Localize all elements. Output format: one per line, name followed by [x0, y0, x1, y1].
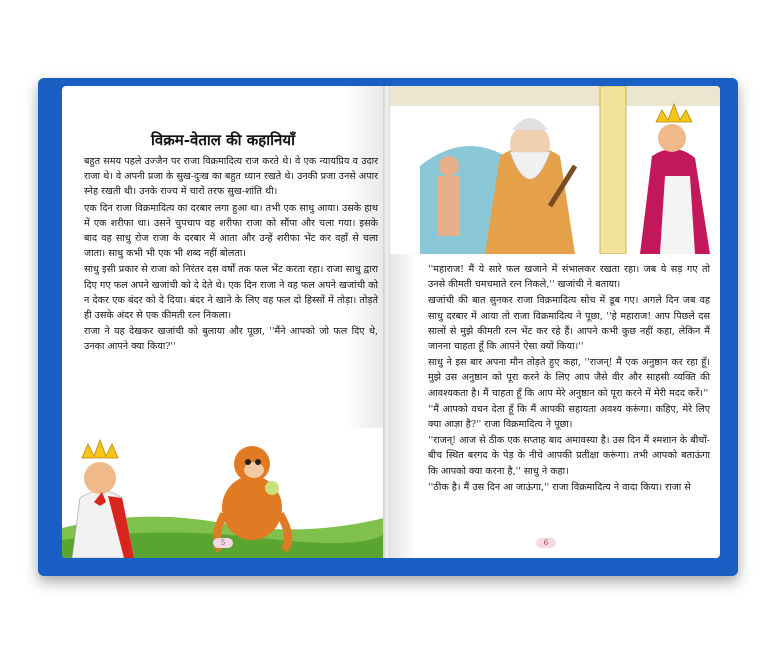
paragraph: खजांची की बात सुनकर राजा विक्रमादित्य सोच में डूब गए। अगले दिन जब वह साधु दरबार में आया तो राजा विक्रमादित्य ने पूछा, ''हे महाराज! आप पिछले दस सालों से मुझे कीमती रत्न भेंट कर रहे हैं। आपने कभी कुछ नहीं कहा, लेकिन मैं जानना चाहता हूँ कि आपने ऐसा क्यों किया।'': [428, 295, 710, 353]
paragraph: बहुत समय पहले उज्जैन पर राजा विक्रमादित्य राज करते थे। वे एक न्यायप्रिय व उदार राजा थे। वे अपनी प्रजा के सुख-दुःख का बहुत ध्यान रखते थे। उनकी प्रजा उनसे अपार स्नेह रखती थी। उनके राज्य में चारों तरफ सुख-शांति थी।: [84, 156, 378, 198]
paragraph: ''राजन्! आज से ठीक एक सप्ताह बाद अमावस्या है। उस दिन मैं श्मशान के बीचों-बीच स्थित बरगद के पेड़ के नीचे आपकी प्रतीक्षा करूंगा। तभी आपको बताऊंगा कि आपको क्या करना है,'' साधु ने कहा।: [428, 435, 710, 477]
paragraph: एक दिन राजा विक्रमादित्य का दरबार लगा हुआ था। तभी एक साधु आया। उसके हाथ में एक शरीफा था। उसने चुपचाप वह शरीफा राजा को सौंपा और चला गया। इसके बाद वह साधु रोज राजा के दरबार में आता और उन्हें शरीफा भेंट कर वहाँ से चला जाता। साधु कभी भी एक भी शब्द नहीं बोलता।: [84, 202, 378, 260]
paragraph: ''ठीक है। मैं उस दिन आ जाऊंगा,'' राजा विक्रमादित्य ने वादा किया। राजा से: [428, 481, 691, 493]
paragraph: साधु ने इस बार अपना मौन तोड़ते हुए कहा, ''राजन्! मैं एक अनुष्ठान कर रहा हूँ। मुझे उस अनुष्ठान को पूरा करने के लिए आप जैसे वीर और साहसी व्यक्ति की आवश्यकता है। मैं चाहता हूँ कि आप मेरे अनुष्ठान को पूरा करने में मेरी मदद करें।'': [428, 357, 710, 399]
paragraph: साधु इसी प्रकार से राजा को निरंतर दस वर्षों तक फल भेंट करता रहा। राजा साधु द्वारा दिए गए फल अपने खजांची को दे देते थे। एक दिन राजा ने वह फल अपने खजांची को न देकर एक बंदर को दे दिया। बंदर ने खाने के लिए वह फल दो हिस्सों में तोड़ा। तोड़ते ही उसके अंदर से एक कीमती रत्न निकला।: [84, 264, 378, 322]
page-number-left: 5: [213, 538, 233, 548]
paragraph: ''महाराज! मैं ये सारे फल खजाने में संभालकर रखता रहा। जब ये सड़ गए तो उनसे कीमती चमचमाते रत्न निकले,'' खजांची ने बताया।: [428, 264, 710, 291]
right-page-text: [428, 262, 710, 496]
right-page: [390, 86, 720, 558]
sadhu-and-king-illustration: [390, 86, 720, 254]
left-page: [62, 86, 384, 558]
left-page-text: [84, 154, 378, 356]
page-number-right: 6: [536, 538, 556, 548]
story-title: विक्रम-वेताल की कहानियाँ: [151, 131, 295, 149]
paragraph: ''मैं आपको वचन देता हूँ कि मैं आपकी सहायता अवश्य करूंगा। कहिए, मेरे लिए क्या आज्ञा है?'' राजा विक्रमादित्य ने पूछा।: [428, 403, 710, 431]
paragraph: राजा ने यह देखकर खजांची को बुलाया और पूछा, ''मैंने आपको जो फल दिए थे, उनका आपने क्या किया?'': [84, 326, 378, 353]
